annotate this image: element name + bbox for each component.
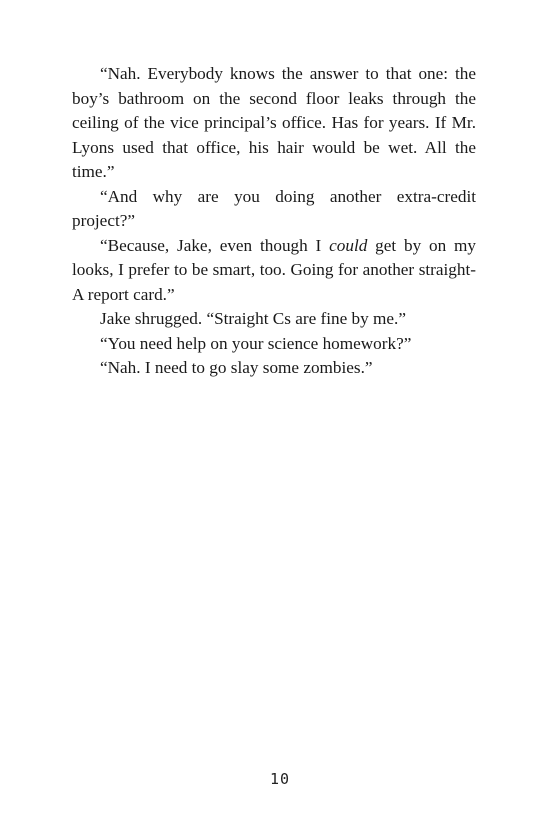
page-number: 10: [269, 770, 291, 788]
paragraph-text: “Because, Jake, even though I: [100, 235, 330, 255]
paragraph: [72, 234, 476, 308]
paragraph: Jake shrugged. “Straight Cs are fine by me.”: [100, 309, 406, 328]
body-text: [72, 62, 476, 381]
paragraph: “Nah. Everybody knows the answer to that one: the boy’s bathroom on the second floor leaks through the ceiling of the vice principal’s office. Has for years. If Mr. Lyons used that office, his hair would be wet. All the time.”: [72, 64, 476, 181]
paragraph: “Nah. I need to go slay some zombies.”: [100, 358, 373, 377]
paragraph-text: get by on my looks, I prefer to be smart, too. Going for another straight-A report card.”: [72, 235, 476, 304]
emphasized-word: could: [329, 235, 368, 255]
paragraph: “And why are you doing another extra-credit project?”: [72, 186, 476, 230]
paragraph: “You need help on your science homework?”: [100, 333, 412, 353]
